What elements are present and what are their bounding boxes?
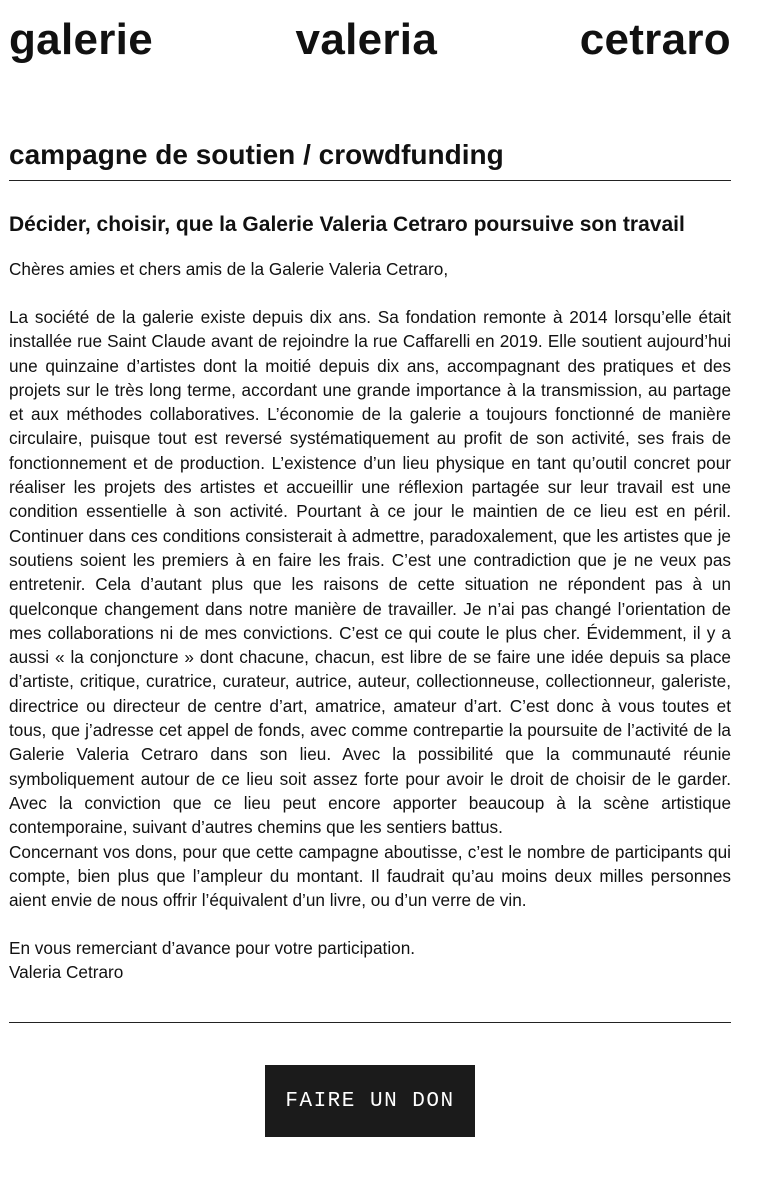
closing-line: En vous remerciant d’avance pour votre participation. [9,938,416,959]
signature: Valeria Cetraro [9,962,124,983]
donate-button[interactable]: FAIRE UN DON [265,1065,475,1137]
page-title: campagne de soutien / crowdfunding [9,138,731,181]
letter-body [9,305,731,912]
letter-paragraph-1: La société de la galerie existe depuis dix ans. Sa fondation remonte à 2014 lorsqu’elle était installée rue Saint Claude avant de rejoindre la rue Caffarelli en 2019. Elle soutient aujourd’hui une quinzaine d’artistes dont la moitié depuis dix ans, accompagnant des pratiques et des projets sur le très long terme, accordant une grande importance à la transmission, au partage et aux méthodes collaboratives. L’économie de la galerie a toujours fonctionné de manière circulaire, puisque tout est reversé systématiquement au profit de son activité, ses frais de fonctionnement et de production. L’existence d’un lieu physique en tant qu’outil concret pour réaliser les projets des artistes et accueillir une réflexion partagée sur leur travail est une condition essentielle à son activité. Pourtant à ce jour le maintien de ce lieu est en péril. Continuer dans ces conditions consisterait à admettre, paradoxalement, que les artistes que je soutiens soient les premiers à en faire les frais. C’est une contradiction que je ne veux pas entretenir. Cela d’autant plus que les raisons de cette situation ne répondent pas à un quelconque changement dans notre manière de travailler. Je n’ai pas changé l’orientation de mes collaborations ni de mes convictions. C’est ce qui coute le plus cher. Évidemment, il y a aussi « la conjoncture » dont chacune, chacun, est libre de se faire une idée depuis sa place d’artiste, critique, curatrice, curateur, autrice, auteur, collectionneuse, collectionneur, galeriste, directrice ou directeur de centre d’art, amatrice, amateur d’art. C’est donc à vous toutes et tous, que j’adresse cet appel de fonds, avec comme contrepartie la poursuite de l’activité de la Galerie Valeria Cetraro dans son lieu. Avec la possibilité que la communauté réunie symboliquement autour de ce lieu soit assez forte pour avoir le droit de choisir de le garder. Avec la conviction que ce lieu peut encore apporter beaucoup à la scène artistique contemporaine, suivant d’autres chemins que les sentiers battus. [9,307,731,838]
logo-word-valeria: valeria [295,15,438,64]
gallery-logo[interactable] [9,14,731,66]
article-subtitle: Décider, choisir, que la Galerie Valeria Cetraro poursuive son travail [9,213,685,236]
letter-paragraph-2: Concernant vos dons, pour que cette campagne aboutisse, c’est le nombre de participants qui compte, bien plus que l’ampleur du montant. Il faudrait qu’au moins deux milles personnes aient envie de nous offrir l’équivalent d’un livre, ou d’un verre de vin. [9,841,731,911]
greeting: Chères amies et chers amis de la Galerie Valeria Cetraro, [9,259,449,279]
letter-closing [9,936,731,984]
logo-word-cetraro: cetraro [579,15,731,64]
cta-container [9,1065,731,1137]
page [9,0,731,1137]
divider [9,1022,731,1023]
logo-word-galerie: galerie [9,15,153,64]
